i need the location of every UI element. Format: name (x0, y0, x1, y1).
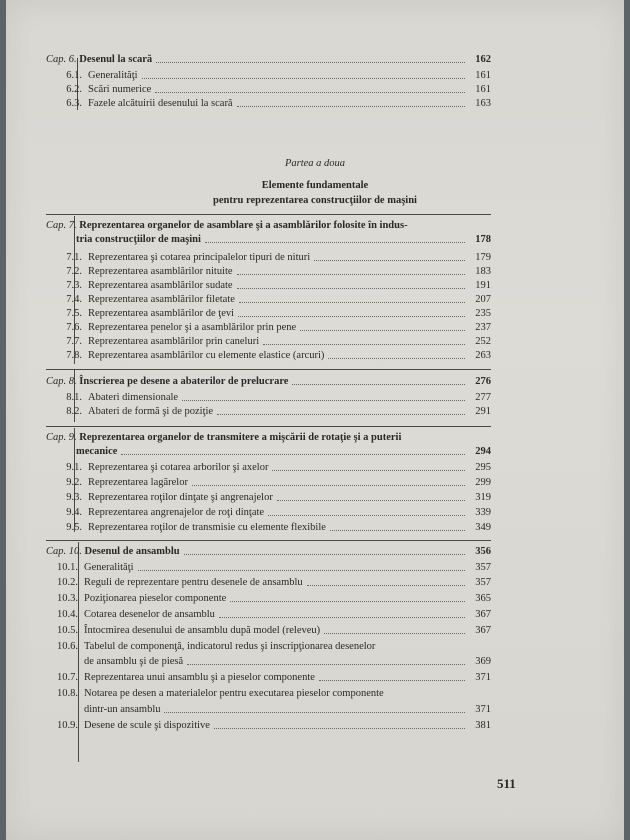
section-number: 8.1. (66, 392, 82, 403)
section-entry (52, 720, 491, 732)
chapter-10-entry (46, 546, 491, 558)
page-ref: 357 (475, 577, 491, 588)
page-ref: 367 (475, 625, 491, 636)
section-title: Reprezentarea roţilor dinţate şi angrenajelor (88, 492, 273, 503)
section-title: Notarea pe desen a materialelor pentru executarea pieselor componente (84, 688, 384, 699)
page-ref: 369 (475, 656, 491, 667)
part-title: Partea a doua (284, 158, 346, 169)
page-ref: 263 (475, 350, 491, 361)
section-number: 10.8. (57, 688, 78, 699)
divider (46, 540, 491, 541)
section-number: 7.5. (66, 308, 82, 319)
section-title: Tabelul de componenţă, indicatorul redus şi inscripţionarea desenelor (84, 641, 376, 652)
section-title: Abateri dimensionale (88, 392, 179, 403)
section-entry (84, 656, 491, 668)
section-number: 7.6. (66, 322, 82, 333)
page-ref: 252 (475, 336, 491, 347)
section-number: 8.2. (66, 406, 82, 417)
section-title: Reprezentarea asamblărilor de ţevi (88, 308, 235, 319)
section-title: Reprezentarea penelor şi a asamblărilor prin pene (88, 322, 297, 333)
chapter-title: tria construcţiilor de maşini (76, 234, 201, 245)
page-number: 511 (497, 776, 516, 791)
page-ref: 162 (475, 54, 491, 65)
section-entry (56, 294, 491, 306)
page-ref: 277 (475, 392, 491, 403)
section-title: Reguli de reprezentare pentru desenele de ansamblu (84, 577, 303, 588)
section-number: 10.3. (57, 593, 78, 604)
chapter-label: Cap. 6. (46, 54, 77, 65)
chapter-6-entry (46, 54, 491, 66)
page-ref: 339 (475, 507, 491, 518)
section-title-cont: de ansamblu şi de piesă (84, 656, 184, 667)
page-ref: 357 (475, 562, 491, 573)
section-title: Reprezentarea asamblărilor prin caneluri (88, 336, 260, 347)
section-entry (56, 308, 491, 320)
section-number: 9.1. (66, 462, 82, 473)
section-number: 10.7. (57, 672, 78, 683)
section-number: 9.3. (66, 492, 82, 503)
page-ref: 178 (475, 234, 491, 245)
section-entry (52, 672, 491, 684)
section-title: Reprezentarea roţilor de transmisie cu elemente flexibile (88, 522, 326, 533)
section-entry (52, 609, 491, 621)
section-number: 7.3. (66, 280, 82, 291)
page-ref: 291 (475, 406, 491, 417)
section-entry (52, 562, 491, 574)
section-number: 6.3. (66, 98, 82, 109)
section-entry (84, 704, 491, 716)
section-entry (56, 507, 491, 519)
section-title: Reprezentarea şi cotarea principalelor tipuri de nituri (88, 252, 311, 263)
section-entry (56, 350, 491, 362)
section-number: 7.2. (66, 266, 82, 277)
divider (46, 214, 491, 215)
chapter-7-title-line1: Cap. 7. Reprezentarea organelor de asamblare şi a asamblărilor folosite în indus- (46, 220, 408, 231)
part-subheading: pentru reprezentarea construcţiilor de maşini (213, 195, 417, 206)
section-entry (52, 625, 491, 637)
book-page (6, 0, 624, 840)
chapter-label: Cap. 10. (46, 546, 82, 557)
page-ref: 163 (475, 98, 491, 109)
page-ref: 349 (475, 522, 491, 533)
section-number: 7.1. (66, 252, 82, 263)
section-title: Scări numerice (88, 84, 152, 95)
part-heading: Elemente fundamentale (261, 180, 369, 191)
section-title: Poziţionarea pieselor componente (84, 593, 227, 604)
section-number: 10.1. (57, 562, 78, 573)
chapter-9-entry (76, 446, 491, 458)
section-entry (56, 84, 491, 96)
section-title: Cotarea desenelor de ansamblu (84, 609, 215, 620)
page-ref: 161 (475, 70, 491, 81)
section-number: 7.7. (66, 336, 82, 347)
section-entry (56, 280, 491, 292)
section-entry (56, 98, 491, 110)
section-title: Reprezentarea asamblărilor cu elemente elastice (arcuri) (88, 350, 325, 361)
section-title: Reprezentarea angrenajelor de roţi dinţate (88, 507, 265, 518)
section-title: Reprezentarea asamblărilor sudate (88, 280, 233, 291)
page-ref: 371 (475, 672, 491, 683)
page-ref: 381 (475, 720, 491, 731)
section-entry (56, 522, 491, 534)
section-entry (56, 492, 491, 504)
section-title-cont: dintr-un ansamblu (84, 704, 161, 715)
page-ref: 276 (475, 376, 491, 387)
section-entry (56, 477, 491, 489)
chapter-title: Desenul la scară (79, 54, 153, 65)
section-title: Reprezentarea şi cotarea arborilor şi axelor (88, 462, 269, 473)
page-ref: 179 (475, 252, 491, 263)
section-title: Generalităţi (88, 70, 138, 81)
chapter-8-entry (46, 376, 491, 388)
chapter-title: Desenul de ansamblu (84, 546, 180, 557)
page-ref: 235 (475, 308, 491, 319)
page-ref: 319 (475, 492, 491, 503)
section-title: Întocmirea desenului de ansamblu după model (releveu) (84, 625, 321, 636)
section-title: Reprezentarea unui ansamblu şi a pieselor componente (84, 672, 315, 683)
section-number: 10.5. (57, 625, 78, 636)
chapter-9-title-line1: Cap. 9. Reprezentarea organelor de transmitere a mişcării de rotaţie şi a puterii (46, 432, 402, 443)
page-ref: 294 (475, 446, 491, 457)
section-number: 9.4. (66, 507, 82, 518)
section-title: Reprezentarea asamblărilor filetate (88, 294, 235, 305)
section-entry (56, 322, 491, 334)
divider (46, 426, 491, 427)
chapter-label: Cap. 7. (46, 220, 77, 231)
section-entry (56, 70, 491, 82)
section-number: 6.1. (66, 70, 82, 81)
section-title: Generalităţi (84, 562, 134, 573)
chapter-title: mecanice (76, 446, 118, 457)
section-number: 9.2. (66, 477, 82, 488)
section-title: Desene de scule şi dispozitive (84, 720, 210, 731)
page-ref: 207 (475, 294, 491, 305)
page-ref: 365 (475, 593, 491, 604)
page-ref: 191 (475, 280, 491, 291)
section-title: Abateri de formă şi de poziţie (88, 406, 214, 417)
section-number: 10.2. (57, 577, 78, 588)
section-number: 6.2. (66, 84, 82, 95)
page-ref: 295 (475, 462, 491, 473)
section-number: 10.9. (57, 720, 78, 731)
chapter-label: Cap. 8. (46, 376, 77, 387)
section-entry (52, 593, 491, 605)
section-number: 7.8. (66, 350, 82, 361)
section-number: 10.6. (57, 641, 78, 652)
page-ref: 237 (475, 322, 491, 333)
section-number: 7.4. (66, 294, 82, 305)
page-ref: 371 (475, 704, 491, 715)
section-title: Reprezentarea lagărelor (88, 477, 188, 488)
chapter-title: Înscrierea pe desene a abaterilor de prelucrare (79, 376, 289, 387)
section-entry (56, 462, 491, 474)
section-entry (56, 266, 491, 278)
page-ref: 299 (475, 477, 491, 488)
divider (46, 369, 491, 370)
section-entry (56, 406, 491, 418)
section-entry (52, 577, 491, 589)
section-title: Reprezentarea asamblărilor nituite (88, 266, 233, 277)
section-title: Fazele alcătuirii desenului la scară (88, 98, 233, 109)
page-ref: 161 (475, 84, 491, 95)
section-10-8-line1 (52, 688, 384, 700)
section-entry (56, 392, 491, 404)
chapter-7-entry (76, 234, 491, 246)
section-entry (56, 252, 491, 264)
page-ref: 367 (475, 609, 491, 620)
section-10-6-line1 (52, 641, 375, 653)
chapter-label: Cap. 9. (46, 432, 77, 443)
section-number: 10.4. (57, 609, 78, 620)
page-ref: 183 (475, 266, 491, 277)
section-entry (56, 336, 491, 348)
section-number: 9.5. (66, 522, 82, 533)
page-ref: 356 (475, 546, 491, 557)
